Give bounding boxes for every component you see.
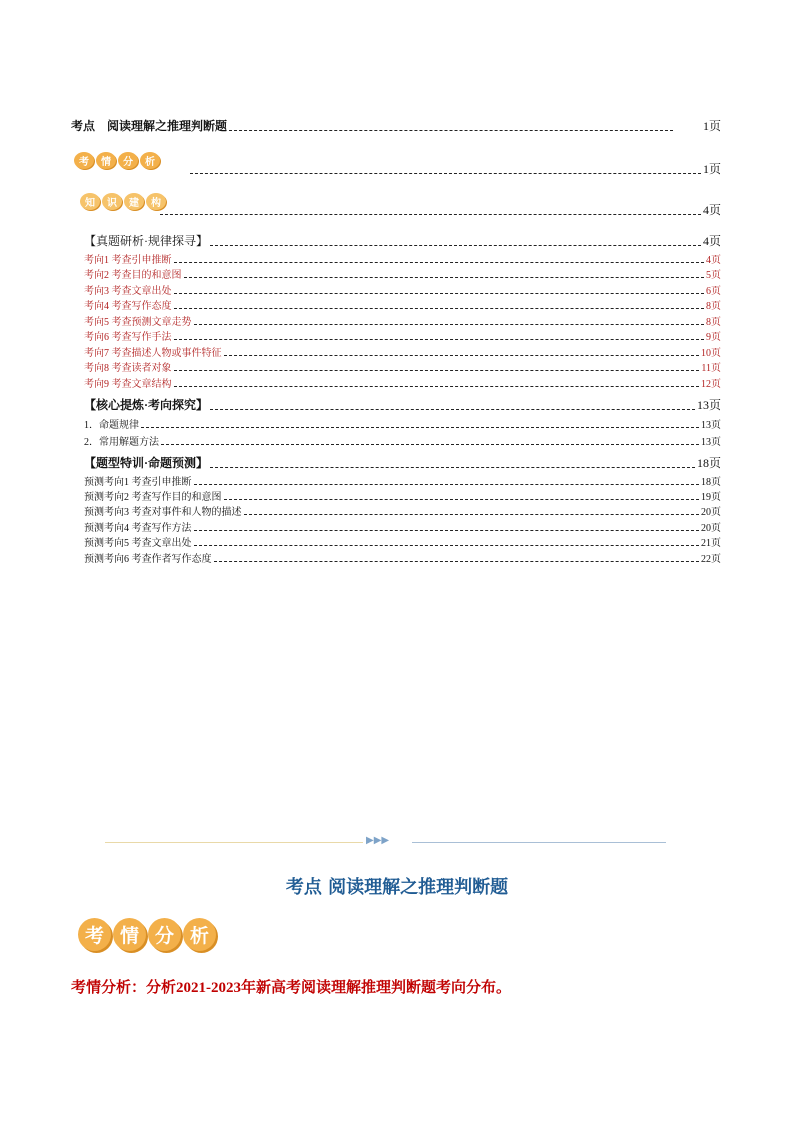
toc-item-label: 考向1 考查引申推断 [84,255,172,266]
toc-item-label: 考向5 考查预测文章走势 [84,317,192,328]
toc-page: 4页 [702,234,721,248]
badge-char: 析 [140,152,160,169]
toc-item-page: 11页 [701,363,721,374]
toc-page: 13页 [696,398,721,412]
toc-main-page: 1页 [702,119,721,133]
toc-item-page: 5页 [706,270,721,281]
toc-leader [194,545,700,546]
toc-item[interactable] [84,313,721,328]
toc-item-page: 8页 [706,301,721,312]
toc-exam-analysis-entry[interactable] [188,160,721,177]
badge-char: 分 [148,918,181,951]
analysis-text: 考情分析：分析2021-2023年新高考阅读理解推理判断题考向分布。 [71,980,511,996]
badge-char: 构 [146,193,166,210]
toc-item[interactable] [84,488,721,503]
toc-item[interactable] [84,416,721,431]
badge-char: 考 [78,918,111,951]
toc-item[interactable] [84,328,721,343]
badge-char: 识 [102,193,122,210]
badge-char: 考 [74,152,94,169]
toc-item[interactable] [84,266,721,281]
toc-item-label: 预测考向1 考查引申推断 [84,477,192,488]
badge-char: 情 [113,918,146,951]
toc-item-label: 考向9 考查文章结构 [84,379,172,390]
toc-main-label: 考点 阅读理解之推理判断题 [71,119,228,133]
toc-item-page: 8页 [706,317,721,328]
toc-leader [214,561,700,562]
knowledge-structure-badge [80,193,166,210]
toc-item[interactable] [84,344,721,359]
toc-leader [184,277,705,278]
badge-char: 知 [80,193,100,210]
toc-item-page: 20页 [701,523,721,534]
toc-item-page: 9页 [706,332,721,343]
toc-section-3[interactable] [84,454,721,471]
toc-item-page: 18页 [701,477,721,488]
divider-arrows-icon: ▶▶▶ [366,835,390,846]
toc-leader [141,427,699,428]
toc-leader [194,324,705,325]
toc-leader [174,293,705,294]
toc-item-label: 考向2 考查目的和意图 [84,270,182,281]
toc-knowledge-entry[interactable] [158,201,721,218]
toc-item-page: 6页 [706,286,721,297]
toc-section-1[interactable] [84,232,721,249]
toc-item-label: 考向3 考查文章出处 [84,286,172,297]
toc-item-label: 预测考向4 考查写作方法 [84,523,192,534]
toc-item-label: 预测考向5 考查文章出处 [84,538,192,549]
toc-item-page: 20页 [701,507,721,518]
toc-leader [174,262,705,263]
toc-item-page: 21页 [701,538,721,549]
toc-item-label: 考向4 考查写作态度 [84,301,172,312]
toc-item-page: 22页 [701,554,721,565]
exam-analysis-badge-large [78,918,216,951]
badge-char: 分 [118,152,138,169]
toc-leader [229,130,673,131]
toc-item-page: 12页 [701,379,721,390]
toc-leader [224,499,700,500]
toc-item[interactable] [84,534,721,549]
badge-char: 建 [124,193,144,210]
toc-leader [210,245,701,246]
toc-item-page: 10页 [701,348,721,359]
badge-char: 析 [183,918,216,951]
toc-item[interactable] [84,433,721,448]
toc-item[interactable] [84,282,721,297]
toc-leader [161,444,699,445]
badge-char: 情 [96,152,116,169]
toc-item[interactable] [84,359,721,374]
toc-leader [194,484,700,485]
toc-item[interactable] [84,375,721,390]
toc-leader [210,409,695,410]
toc-item[interactable] [84,251,721,266]
toc-item-page: 13页 [701,437,721,448]
toc-item[interactable] [84,519,721,534]
toc-item-label: 考向8 考查读者对象 [84,363,172,374]
divider-left-line [105,842,363,843]
toc-item-page: 19页 [701,492,721,503]
toc-item[interactable] [84,473,721,488]
toc-section-label: 【题型特训·命题预测】 [84,456,209,470]
toc-leader [210,467,695,468]
toc-leader [160,214,701,215]
toc-section-2[interactable] [84,396,721,413]
toc-leader [244,514,700,515]
toc-item-label: 1．命题规律 [84,420,139,431]
toc-leader [174,308,705,309]
toc-item[interactable] [84,503,721,518]
toc-page: 4页 [702,203,721,217]
toc-item-page: 13页 [701,420,721,431]
toc-leader [190,173,701,174]
toc-leader [174,386,700,387]
section-title: 考点 阅读理解之推理判断题 [285,877,509,898]
toc-leader [174,339,705,340]
toc-item-label: 预测考向2 考查写作目的和意图 [84,492,222,503]
divider-right-line [412,842,666,843]
toc-item[interactable] [84,550,721,565]
toc-main-entry[interactable] [71,117,721,134]
toc-section-label: 【真题研析·规律探寻】 [84,234,208,248]
toc-item[interactable] [84,297,721,312]
toc-item-page: 4页 [706,255,721,266]
toc-item-label: 考向7 考查描述人物或事件特征 [84,348,222,359]
exam-analysis-badge-small [74,152,160,169]
toc-leader [194,530,700,531]
toc-leader [174,370,700,371]
toc-section-label: 【核心提炼·考向探究】 [84,398,209,412]
toc-leader [224,355,700,356]
toc-page: 1页 [702,162,721,176]
toc-item-label: 考向6 考查写作手法 [84,332,172,343]
toc-item-label: 预测考向6 考查作者写作态度 [84,554,212,565]
toc-item-label: 预测考向3 考查对事件和人物的描述 [84,507,242,518]
toc-page: 18页 [696,456,721,470]
toc-item-label: 2．常用解题方法 [84,437,159,448]
